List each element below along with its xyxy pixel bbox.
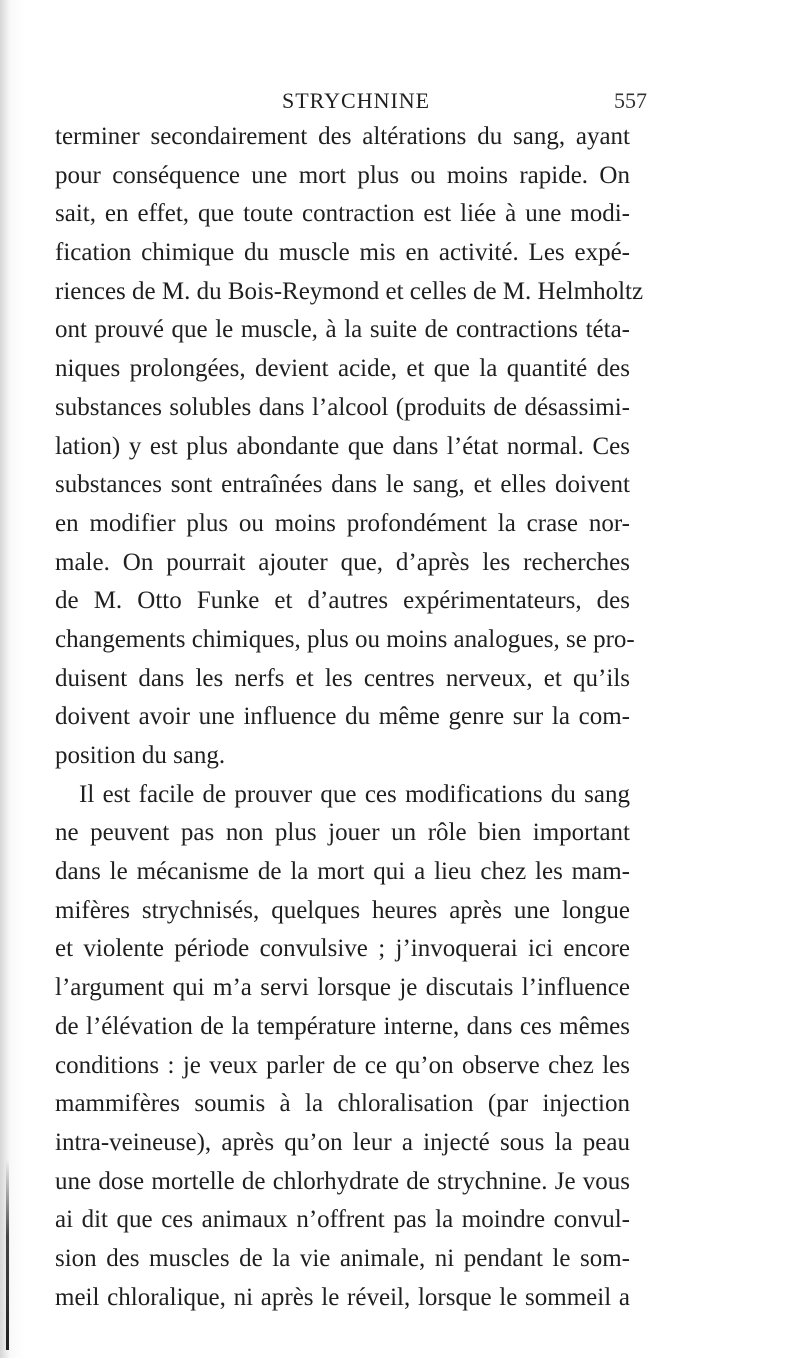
text-line: niques prolongées, devient acide, et que la quantité des [55,355,630,383]
text-line: sion des muscles de la vie animale, ni pendant le som- [55,1244,630,1272]
text-line: duisent dans les nerfs et les centres nerveux, et qu’ils [55,664,630,692]
text-line: ne peuvent pas non plus jouer un rôle bien important [55,819,630,847]
text-line: dans le mécanisme de la mort qui a lieu chez les mam- [55,858,630,886]
text-line: substances solubles dans l’alcool (produits de désassimi- [55,393,630,421]
text-line: l’argument qui m’a servi lorsque je discutais l’influence [55,974,630,1002]
text-line: en modifier plus ou moins profondément la crase nor- [55,509,630,537]
text-line: terminer secondairement des altérations du sang, ayant [55,123,630,150]
text-line: intra-veineuse), après qu’on leur a injecté sous la peau [55,1128,630,1156]
body-text [55,118,644,1317]
text-line: ai dit que ces animaux n’offrent pas la moindre convul- [55,1206,630,1234]
page-spine-shadow [6,1160,9,1350]
text-line: meil chloralique, ni après le réveil, lorsque le sommeil a [55,1283,630,1311]
page-number: 557 [614,88,647,113]
text-line: substances sont entraînées dans le sang, et elles doivent [55,471,630,499]
text-line: riences de M. du Bois-Reymond et celles de M. Helmholtz [55,277,644,305]
text-line: sait, en effet, que toute contraction est liée à une modi- [55,200,630,228]
text-line: position du sang. [55,742,226,769]
text-line: une dose mortelle de chlorhydrate de strychnine. Je vous [55,1167,630,1195]
text-line: doivent avoir une influence du même genre sur la com- [55,703,630,731]
text-line: de M. Otto Funke et d’autres expérimentateurs, des [55,587,630,615]
text-line: de l’élévation de la température interne, dans ces mêmes [55,1012,630,1040]
text-line: conditions : je veux parler de ce qu’on observe chez les [55,1051,630,1079]
text-line: mifères strychnisés, quelques heures après une longue [55,896,630,924]
text-line: lation) y est plus abondante que dans l’état normal. Ces [55,432,630,460]
text-line: changements chimiques, plus ou moins analogues, se pro- [55,625,635,653]
running-header [0,88,800,118]
text-line: ont prouvé que le muscle, à la suite de contractions téta- [55,316,630,344]
text-line: fication chimique du muscle mis en activité. Les expé- [55,239,630,267]
text-line: et violente période convulsive ; j’invoquerai ici encore [55,935,630,963]
text-line: mammifères soumis à la chloralisation (par injection [55,1090,630,1118]
text-line: pour conséquence une mort plus ou moins rapide. On [55,161,630,189]
running-title: STRYCHNINE [282,88,431,113]
text-line: male. On pourrait ajouter que, d’après les recherches [55,548,630,576]
text-line: Il est facile de prouver que ces modifications du sang [79,780,630,808]
